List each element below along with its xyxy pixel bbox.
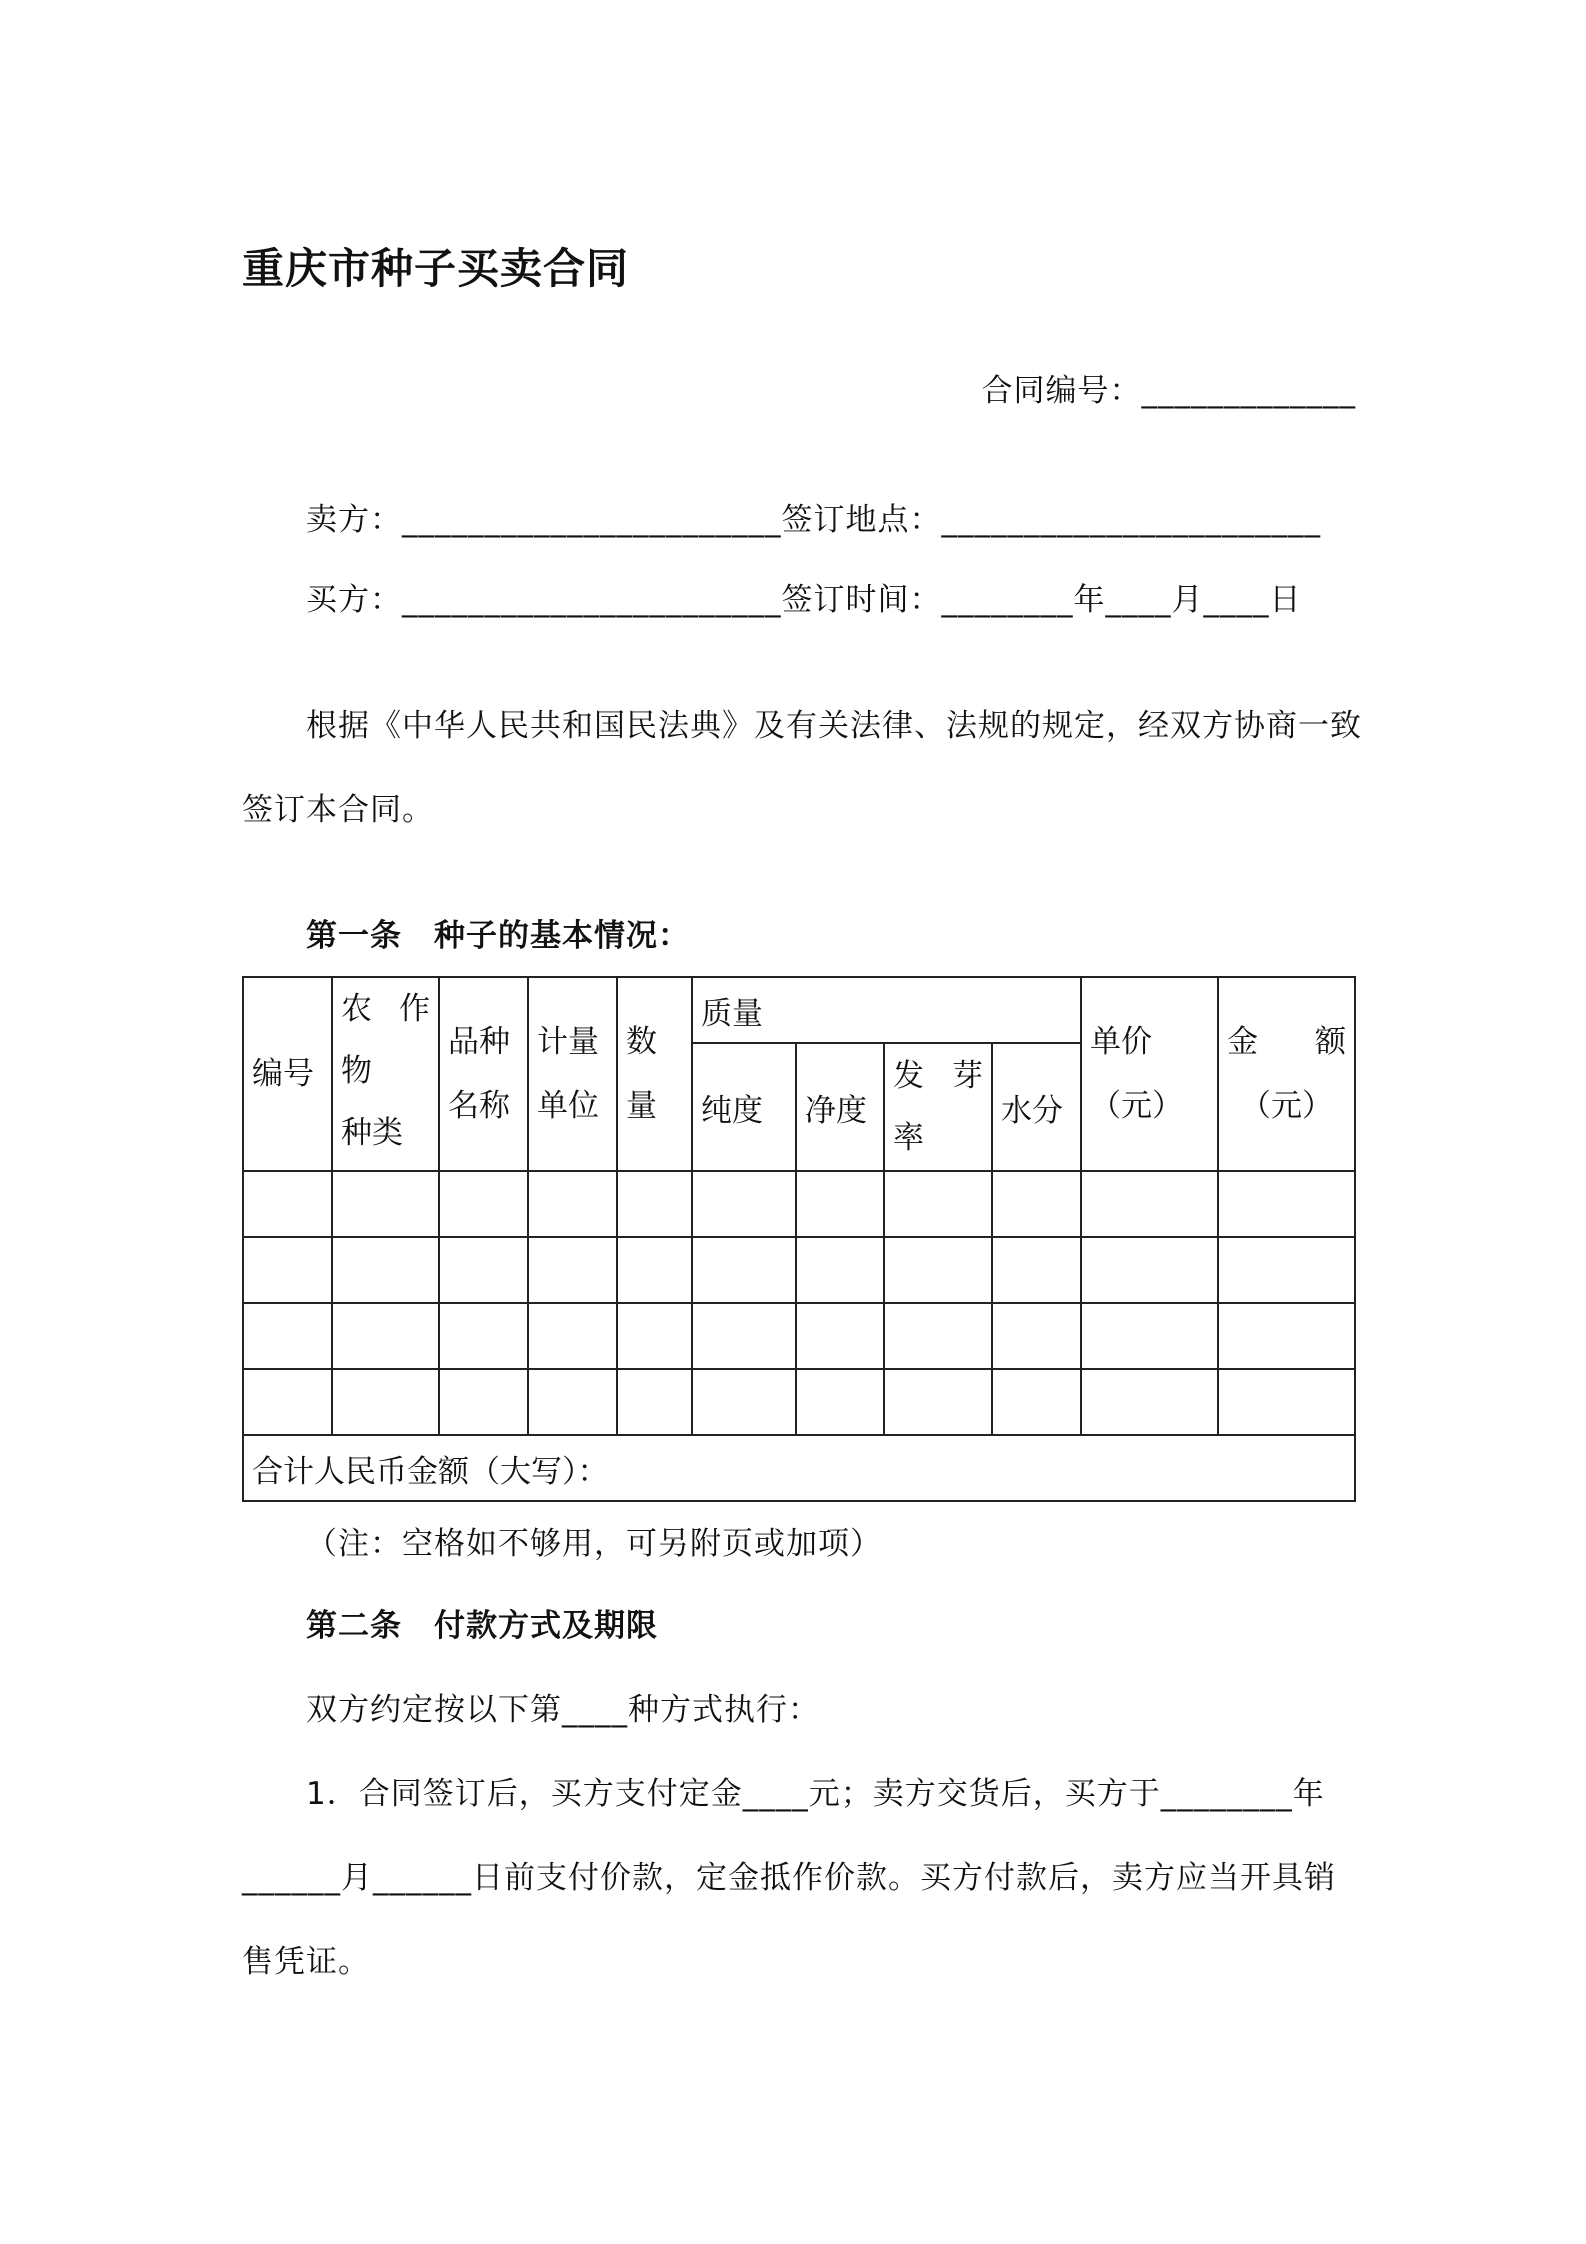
cell[interactable] <box>332 1303 439 1369</box>
header-unit: 计量 单位 <box>528 977 617 1171</box>
header-purity: 纯度 <box>692 1043 796 1171</box>
header-unit-price: 单价 （元） <box>1081 977 1218 1171</box>
page-title: 重庆市种子买卖合同 <box>242 244 630 293</box>
cell[interactable] <box>439 1303 528 1369</box>
cell[interactable] <box>796 1303 884 1369</box>
sign-place-blank: _______________________ <box>941 502 1321 538</box>
cell[interactable] <box>1218 1303 1355 1369</box>
table-row <box>243 1369 1355 1435</box>
cell[interactable] <box>992 1369 1081 1435</box>
cell[interactable] <box>528 1237 617 1303</box>
article-2-item-1-line-2: ______月______日前支付价款，定金抵作价款。买方付款后，卖方应当开具销 <box>242 1860 1336 1896</box>
cell[interactable] <box>243 1369 332 1435</box>
seed-info-table <box>242 976 1356 1502</box>
sign-place-label: 签订地点： <box>781 502 942 538</box>
preamble-line-1: 根据《中华人民共和国民法典》及有关法律、法规的规定，经双方协商一致 <box>306 708 1362 744</box>
cell[interactable] <box>884 1237 992 1303</box>
cell[interactable] <box>1218 1369 1355 1435</box>
preamble-line-2: 签订本合同。 <box>242 792 434 828</box>
sign-month-blank: ____ <box>1105 582 1172 618</box>
cell[interactable] <box>1218 1237 1355 1303</box>
table-note: （注：空格如不够用，可另附页或加项） <box>306 1526 882 1562</box>
cell[interactable] <box>692 1369 796 1435</box>
sign-year-blank: ________ <box>941 582 1074 618</box>
table-row <box>243 1171 1355 1237</box>
cell[interactable] <box>243 1237 332 1303</box>
article-2-item-1-line-1: 1．合同签订后，买方支付定金____元；卖方交货后，买方于________年 <box>306 1776 1325 1812</box>
cell[interactable] <box>1218 1171 1355 1237</box>
cell[interactable] <box>243 1171 332 1237</box>
header-quality: 质量 <box>692 977 1081 1043</box>
seller-blank: _______________________ <box>402 502 782 538</box>
cell[interactable] <box>617 1369 692 1435</box>
cell[interactable] <box>528 1369 617 1435</box>
header-germination: 发 芽 率 <box>884 1043 992 1171</box>
header-crop-type: 农 作 物 种类 <box>332 977 439 1171</box>
header-moisture: 水分 <box>992 1043 1081 1171</box>
cell[interactable] <box>1081 1171 1218 1237</box>
cell[interactable] <box>332 1237 439 1303</box>
cell[interactable] <box>992 1237 1081 1303</box>
buyer-line <box>306 574 1302 619</box>
cell[interactable] <box>796 1369 884 1435</box>
contract-number-label: 合同编号： <box>981 373 1142 409</box>
header-quantity: 数 量 <box>617 977 692 1171</box>
sign-day-blank: ____ <box>1203 582 1270 618</box>
day-label: 日 <box>1269 582 1302 618</box>
cell[interactable] <box>439 1369 528 1435</box>
cell[interactable] <box>332 1171 439 1237</box>
table-row <box>243 1237 1355 1303</box>
cell[interactable] <box>692 1237 796 1303</box>
header-variety: 品种 名称 <box>439 977 528 1171</box>
cell[interactable] <box>528 1171 617 1237</box>
contract-number-line <box>982 365 1357 410</box>
cell[interactable] <box>617 1171 692 1237</box>
cell[interactable] <box>617 1237 692 1303</box>
header-no: 编号 <box>243 977 332 1171</box>
cell[interactable] <box>884 1303 992 1369</box>
cell[interactable] <box>332 1369 439 1435</box>
cell[interactable] <box>796 1237 884 1303</box>
cell[interactable] <box>992 1303 1081 1369</box>
article-2-title: 第二条 付款方式及期限 <box>306 1608 658 1644</box>
cell[interactable] <box>1081 1237 1218 1303</box>
header-amount: 金 额 （元） <box>1218 977 1355 1171</box>
cell[interactable] <box>884 1171 992 1237</box>
buyer-label: 买方： <box>306 582 402 618</box>
seller-label: 卖方： <box>306 502 402 538</box>
cell[interactable] <box>992 1171 1081 1237</box>
seller-line <box>306 494 1321 539</box>
cell[interactable] <box>1081 1369 1218 1435</box>
cell[interactable] <box>528 1303 617 1369</box>
month-label: 月 <box>1171 582 1204 618</box>
sign-time-label: 签订时间： <box>781 582 942 618</box>
cell[interactable] <box>1081 1303 1218 1369</box>
contract-number-blank: _____________ <box>1141 373 1356 409</box>
header-cleanness: 净度 <box>796 1043 884 1171</box>
cell[interactable] <box>692 1171 796 1237</box>
cell[interactable] <box>692 1303 796 1369</box>
year-label: 年 <box>1073 582 1106 618</box>
article-2-line-1: 双方约定按以下第____种方式执行： <box>306 1692 820 1728</box>
cell[interactable] <box>796 1171 884 1237</box>
cell[interactable] <box>439 1171 528 1237</box>
cell[interactable] <box>439 1237 528 1303</box>
cell[interactable] <box>884 1369 992 1435</box>
table-row <box>243 1303 1355 1369</box>
article-1-title: 第一条 种子的基本情况： <box>306 918 690 954</box>
buyer-blank: _______________________ <box>402 582 782 618</box>
cell[interactable] <box>243 1303 332 1369</box>
article-2-item-1-line-3: 售凭证。 <box>242 1944 370 1980</box>
total-amount-row[interactable]: 合计人民币金额（大写）： <box>243 1435 1355 1501</box>
cell[interactable] <box>617 1303 692 1369</box>
